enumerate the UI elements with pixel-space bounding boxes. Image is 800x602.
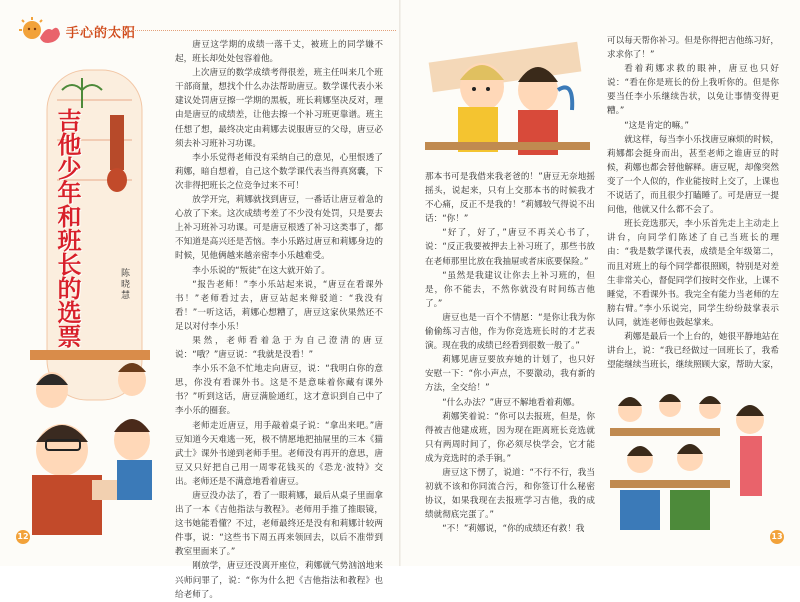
text-column-3 xyxy=(607,34,779,372)
paragraph: 上次唐豆的数学成绩考得很差，班主任叫来几个班干部商量，想找个什么办法帮助唐豆。数学课代表小米建议处罚唐豆擦一学期的黑板，班长莉娜坚决反对，理由是唐豆的成绩差，让他去擦一个补习班更靠谱。班主任想了想，最终决定由莉娜去说服唐豆的父母，唐豆必须去补习班补习功课。 xyxy=(175,68,383,149)
paragraph: 李小乐觉得老师没有采纳自己的意见，心里恨透了莉娜，暗自想着，自己这个数学课代表当得真窝囊，下次非得把班长之位竞争过来不可！ xyxy=(175,152,383,191)
text-column-2 xyxy=(425,170,595,536)
paragraph: 果然，老师看着急于为自己澄清的唐豆说：“哦？”唐豆说：“我就是没看！” xyxy=(175,335,383,361)
page-gutter xyxy=(399,0,401,566)
masthead-title: 手心的太阳 xyxy=(66,25,137,41)
paragraph: 可以每天帮你补习。但是你得把吉他练习好，求求你了！” xyxy=(607,36,779,61)
page-number-right: 13 xyxy=(770,530,784,544)
paragraph: “虽然是我建议让你去上补习班的，但是，你不能去，不然你就没有时间练吉他了。” xyxy=(425,270,595,309)
paragraph: 刚放学，唐豆还没离开座位，莉娜就气势汹汹地来兴师问罪了，说：“你为什么把《吉他指法和教程》也给老师了。 xyxy=(175,561,383,600)
story-author: 陈晓慧 xyxy=(119,268,129,301)
paragraph: 唐豆也是一百个不情愿：“是你让我为你偷偷练习吉他，作为你竞选班长时的才艺表演。现在我的成绩已经看到很数一般了。” xyxy=(425,312,595,352)
paragraph: “好了，好了，”唐豆不再关心书了，说：“反正我要被押去上补习班了，那些书放在老师那里比放在我抽屉或者床底要保险。” xyxy=(425,228,595,267)
masthead-divider xyxy=(66,30,396,31)
paragraph: 就这样，每当李小乐找唐豆麻烦的时候，莉娜都会挺身而出，甚至老师之谁唐豆的时候，莉娜也都会替他解释。唐豆呢，却像突然变了一个人似的，作业能按时上交了，上课也不说话了，而且很少打瞌睡了。可是唐豆一提问他，他就又什么都不会了。 xyxy=(607,134,779,216)
paragraph: “什么办法？”唐豆不解地看着莉娜。 xyxy=(442,397,580,408)
paragraph: 莉娜是最后一个上台的，她很平静地站在讲台上，说：“我已经做过一回班长了，我希望能继续当班长，继续照顾大家，帮助大家， xyxy=(607,331,779,371)
boy-with-headphones-illustration xyxy=(420,32,595,167)
paragraph: 莉娜见唐豆要放弃她的计划了，也只好安慰一下：“你小声点，不要激动，我有新的方法，全交给！” xyxy=(425,355,595,394)
paragraph: 莉娜笑着说：“你可以去报班，但是，你得被吉他建成班，因为现在距离班长竞选就只有两周时间了，你必须尽快学会，它才能成为竞选时的杀手锏。” xyxy=(425,411,595,464)
paragraph: 看着莉娜求救的眼神，唐豆也只好说：“看在你是班长的份上我听你的。但是你要当任李小乐继续告状，以免让事情变得更糟。” xyxy=(607,64,779,117)
paragraph: 那本书可是我借来我老爸的！”唐豆无奈地摇摇头，说起来，只有上交那本书的时候我才不心痛，反正不是我的！”莉娜较气得说不出话：“你！” xyxy=(425,172,595,225)
sun-hand-logo xyxy=(18,16,62,46)
paragraph: 唐豆这学期的成绩一落千丈，被班上的同学嫌不起，班长却处处包容着他。 xyxy=(175,40,383,65)
paragraph: 唐豆这下愣了，说道：“不行不行，我当初就不该和你同流合污，和你签订什么秘密协议，如果我现在去报班学习吉他，我的成绩就彻底完蛋了。” xyxy=(425,467,595,521)
paragraph: 班长竞选那天，李小乐首先走上主动走上讲台，向同学们陈述了自己当班长的理由：“我是数学课代表，成绩是全年级第二，而且对班上的每个同学都很照顾，特别是对差生非常关心，督促同学们按时交作业，上课不睡觉，不看课外书。我完全有能力当老师的左膀右臂。”李小乐说完，同学生纷纷鼓掌表示认同，就连老师也鼓起掌来。 xyxy=(607,219,779,328)
paragraph: 唐豆没办法了，看了一眼莉娜，最后从桌子里面拿出了一本《吉他指法与教程》。老师用手推了推眼镜，这书她能看懂？不过，老师最终还是没有和莉娜计较两件事，说：“这些书下周五再来领回去，以后不准带到教室里面来了。” xyxy=(175,491,383,558)
story-title-block xyxy=(55,108,125,348)
paragraph: 李小乐说的“叛徒”在这大就开始了。 xyxy=(192,265,330,276)
paragraph: 李小乐不急不忙地走向唐豆，说：“我明白你的意思，你没有看课外书。这是不是意味着你藏有课外书？”听到这话，唐豆满脸通红，这才意识到自己中了李小乐的圈套。 xyxy=(175,364,383,417)
paragraph: “报告老师！”李小乐站起来说，“唐豆在看课外书！”老师看过去，唐豆站起来辩驳道：“我没有看！”一听这话，莉娜心想糟了，唐豆这家伙果然还不足以对付李小乐！ xyxy=(175,279,383,332)
story-title: 吉他少年和班长的选票 xyxy=(53,108,82,348)
paragraph: 老师走近唐豆，用手敲着桌子说：“拿出来吧。”唐豆知道今天难逃一死，极不情愿地把抽屉里的三本《猫武士》课外书递到老师手里。老师没有再开的意思，唐豆又只好把自己用一周零花钱买的《恐龙·波特》交出。老师还是不满意地看着唐豆。 xyxy=(175,420,383,487)
text-column-1 xyxy=(175,38,383,602)
classroom-illustration xyxy=(600,380,790,540)
masthead xyxy=(18,16,136,46)
page-number-left: 12 xyxy=(16,530,30,544)
paragraph: “不！”莉娜说，“你的成绩还有救！我 xyxy=(442,524,585,535)
paragraph: “这是肯定的嘛。” xyxy=(624,120,689,131)
paragraph: 放学开完，莉娜就找到唐豆，一番话让唐豆着急的心放了下来。这次成绩考差了不少没有处罚，只是要去上补习班补习功课。可是唐豆根透了补习这类事了，都不知道是高兴还是苦恼。李小乐路过唐豆和莉娜身边的时候，见他俩越来越亲密李小乐越难受。 xyxy=(175,195,383,262)
